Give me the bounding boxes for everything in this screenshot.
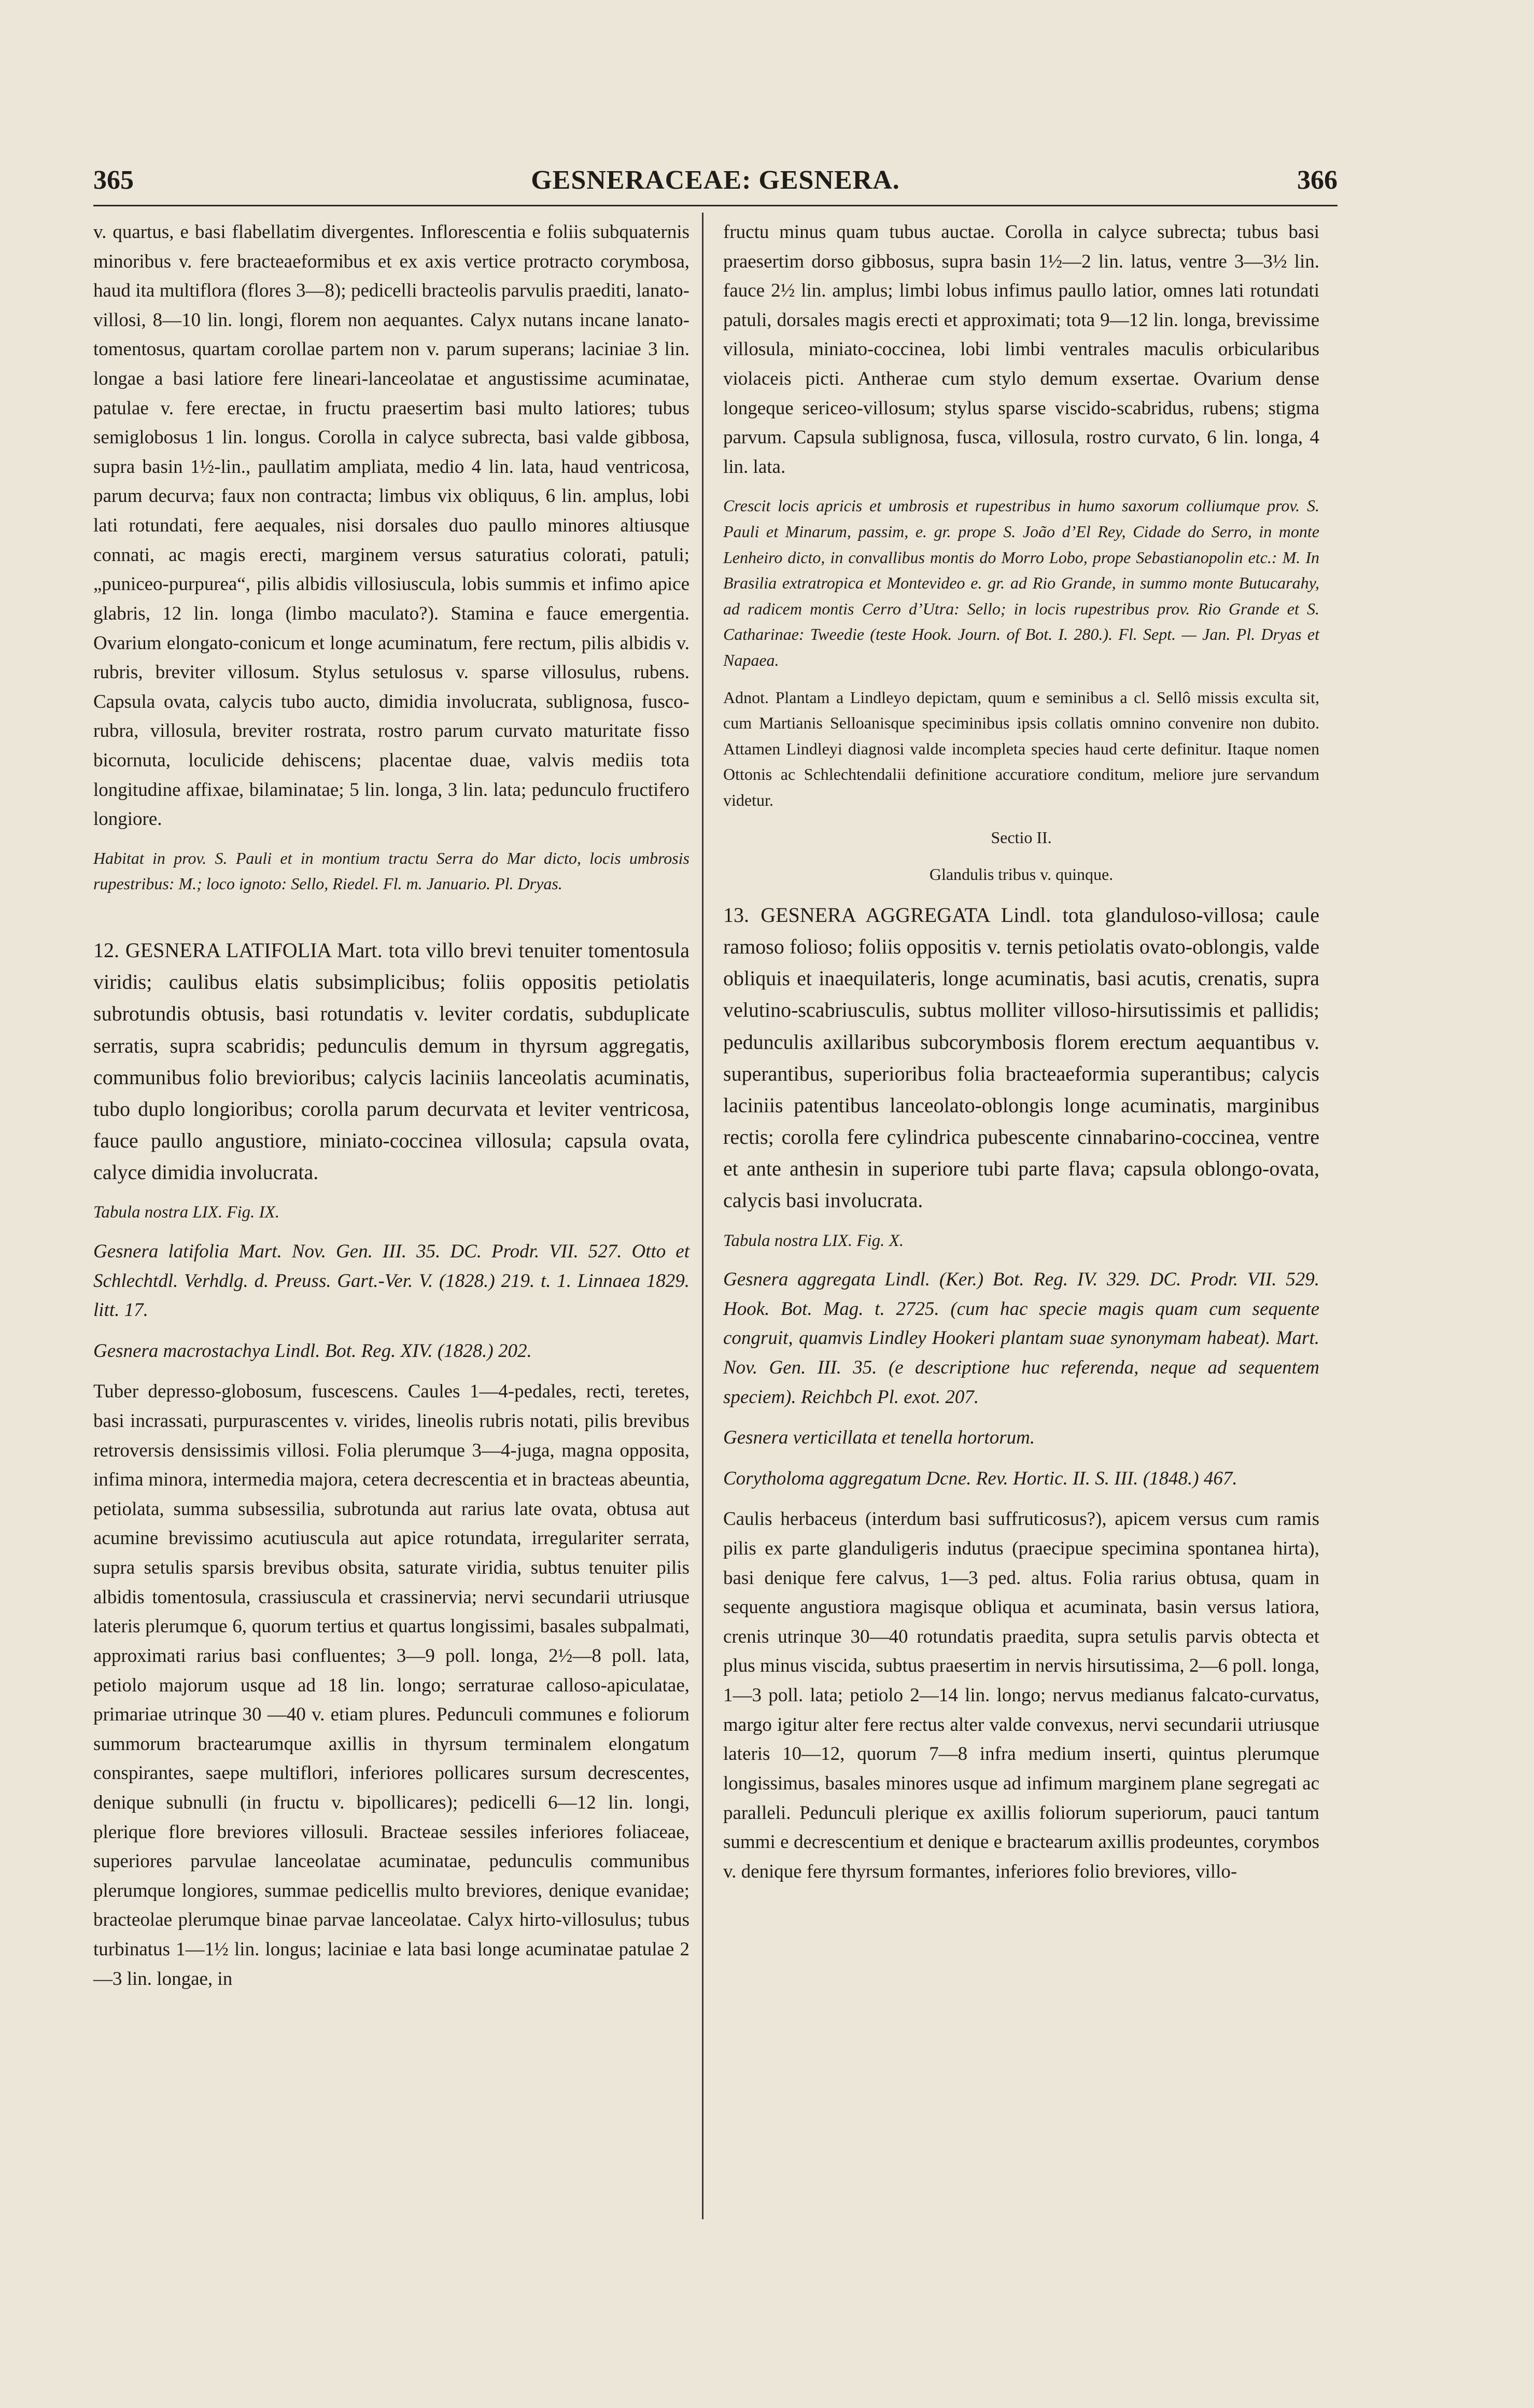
left-column [93,218,689,2005]
plate-reference: Tabula nostra LIX. Fig. IX. [93,1203,280,1222]
description-continued: v. quartus, e basi flabellatim divergentes. Inflorescentia e foliis subquaternis minoribus v. fere bracteaeformibus et ex axis vertice protracto corymbosa, haud ita multiflora (flores 3—8); pedicelli bracteolis parvulis praediti, lanato-villosi, 8—10 lin. longi, florem non aequantes. Calyx nutans incane lanato-tomentosus, quartam corollae partem non v. parum superans; laciniae 3 lin. longae a basi latiore fere lineari-lanceolatae et angustissime acuminatae, patulae v. fere erectae, in fructu praesertim basi multo latiores; tubus semiglobosus 1 lin. longus. Corolla in calyce subrecta, basi valde gibbosa, supra basin 1½-lin., paullatim ampliata, medio 4 lin. lata, haud ventricosa, parum decurva; faux non contracta; limbus vix obliquus, 6 lin. amplus, lobi lati rotundati, fere aequales, nisi dorsales duo paullo minores altiusque connati, ac magis erecti, marginem versus saturatius colorati, patuli; „puniceo-purpurea“, pilis albidis villosiuscula, lobis summis et infimo apice glabris, 12 lin. longa (limbo maculato?). Stamina e fauce emergentia. Ovarium elongato-conicum et longe acuminatum, fere rectum, pilis albidis v. rubris, breviter villosum. Stylus setulosus v. sparse villosulus, rubens. Capsula ovata, calycis tubo aucto, dimidia involucrata, sublignosa, fusco-rubra, villosula, breviter rostrata, rostro parum curvato maturitate fisso bicornuta, loculicide dehiscens; placentae duae, valvis mediis tota longitudine affixae, bilaminatae; 5 lin. longa, 3 lin. lata; pedunculo fructifero longiore. [93,221,689,830]
page-number-right: 366 [1297,165,1338,195]
header-rule [93,205,1338,206]
species-12-diagnosis: 12. GESNERA LATIFOLIA Mart. tota villo brevi tenuiter tomentosula viridis; caulibus elatis subsimplicibus; foliis oppositis petiolatis subrotundis obtusis, basi rotundatis v. leviter cordatis, subduplicate serratis, supra scabridis; pedunculis demum in thyrsum aggregatis, communibus folio brevioribus; calycis laciniis lanceolatis acuminatis, tubo duplo longioribus; corolla parum decurvata et leviter ventricosa, fauce paullo angustiore, miniato-coccinea villosula; capsula ovata, calyce dimidia involucrata. [93,938,689,1184]
spacer [93,908,689,934]
section-subtitle: Glandulis tribus v. quinque. [929,865,1114,884]
section-title: Sectio II. [991,828,1052,847]
species-13-description: Caulis herbaceus (interdum basi suffruticosus?), apicem versus cum ramis pilis ex parte glanduligeris indutus (praecipue specimina spontanea hirta), basi denique fere calvus, 1—3 ped. altus. Folia rarius obtusa, quam in sequente angustiora magisque obliqua et acuminata, basin versus latiora, crenis utrinque 30—40 rotundatis praedita, supra setulis parvis obtecta et plus minus viscida, subtus praesertim in nervis hirsutissima, 2—6 poll. longa, 1—3 poll. lata; petiolo 2—14 lin. longo; nervus medianus falcato-curvatus, margo igitur alter fere rectus alter valde convexus, nervi secundarii utriusque lateris 10—12, quorum 7—8 infra medium inserti, quintus plerumque longissimus, basales minores usque ad infimum marginem plane segregati ac paralleli. Pedunculi plerique ex axillis foliorum superiorum, pauci tantum summi e decrescentium et denique e bractearum axillis prodeuntes, corymbos v. denique fere thyrsum formantes, inferiores folio breviores, villo- [723,1508,1319,1882]
adnotatio: Adnot. Plantam a Lindleyo depictam, quum e seminibus a cl. Sellô missis exculta sit, cum Martianis Selloanisque speciminibus ipsis collatis omnino convenire non dubito. Attamen Lindleyi diagnosi valde incompleta species haud certe definitur. Itaque nomen Ottonis ac Schlechtendalii definitione accuratiore conditum, meliore jure servandum videtur. [723,688,1319,810]
species-13-diagnosis: 13. GESNERA AGGREGATA Lindl. tota glanduloso-villosa; caule ramoso folioso; foliis oppositis v. ternis petiolatis ovato-oblongis, valde obliquis et inaequilateris, longe acuminatis, basi acutis, crenatis, supra velutino-scabriusculis, subtus molliter villoso-hirsutissimis et pallidis; pedunculis axillaribus subcorymbosis florem erectum aequantibus v. superantibus, superioribus folia bracteaeformia superantibus; calycis laciniis patentibus lanceolato-oblongis longe acuminatis, marginibus rectis; corolla fere cylindrica pubescente cinnabarino-coccinea, ventre et ante anthesin in superiore tubi parte flava; capsula oblongo-ovata, calycis basi involucrata. [723,903,1319,1212]
running-title: GESNERACEAE: GESNERA. [531,165,900,195]
page-number-left: 365 [93,165,134,195]
plate-reference-right: Tabula nostra LIX. Fig. X. [723,1231,904,1250]
habitat-note: Habitat in prov. S. Pauli et in montium tractu Serra do Mar dicto, locis umbrosis rupestribus: M.; loco ignoto: Sello, Riedel. Fl. m. Januario. Pl. Dryas. [93,848,689,893]
synonym-2: Gesnera macrostachya Lindl. Bot. Reg. XIV. (1828.) 202. [93,1340,532,1362]
synonym-right-2: Gesnera verticillata et tenella hortorum. [723,1427,1035,1449]
synonym-right-1: Gesnera aggregata Lindl. (Ker.) Bot. Reg. IV. 329. DC. Prodr. VII. 529. Hook. Bot. Mag. t. 2725. (cum hac specie magis quam cum sequente congruit, quamvis Lindley Hookeri plantam suae synonymam habeat). Mart. Nov. Gen. III. 35. (e descriptione huc referenda, neque ad sequentem speciem). Reichbch Pl. exot. 207. [723,1269,1319,1408]
right-column [723,218,1319,1898]
synonym-right-3: Corytholoma aggregatum Dcne. Rev. Hortic. II. S. III. (1848.) 467. [723,1467,1237,1489]
description-continued-right: fructu minus quam tubus auctae. Corolla in calyce subrecta; tubus basi praesertim dorso gibbosus, supra basin 1½—2 lin. latus, ventre 3—3½ lin. fauce 2½ lin. amplus; limbi lobus infimus paullo latior, omnes lati rotundati patuli, dorsales magis erecti et approximati; tota 9—12 lin. longa, brevissime villosula, miniato-coccinea, lobi limbi ventrales maculis orbicularibus violaceis picti. Antherae cum stylo demum exsertae. Ovarium dense longeque sericeo-villosum; stylus sparse viscido-scabridus, rubens; stigma parvum. Capsula sublignosa, fusca, villosula, rostro curvato, 6 lin. longa, 4 lin. lata. [723,221,1319,478]
crescit-note: Crescit locis apricis et umbrosis et rupestribus in humo saxorum colliumque prov. S. Pauli et Minarum, passim, e. gr. prope S. João d’El Rey, Cidade do Serro, in monte Lenheiro dicto, in convallibus montis do Morro Lobo, prope Sebastianopolin etc.: M. In Brasilia extratropica et Montevideo e. gr. ad Rio Grande, in summo monte Butucarahy, ad radicem montis Cerro d’Utra: Sello; in locis rupestribus prov. Rio Grande et S. Catharinae: Tweedie (teste Hook. Journ. of Bot. I. 280.). Fl. Sept. — Jan. Pl. Dryas et Napaea. [723,496,1319,670]
page-header [93,165,1338,201]
column-divider [702,213,703,2219]
species-12-description: Tuber depresso-globosum, fuscescens. Caules 1—4-pedales, recti, teretes, basi incrassati, purpurascentes v. virides, lineolis rubris notati, pilis brevibus retroversis densissimis villosi. Folia plerumque 3—4-juga, magna opposita, infima minora, intermedia majora, cetera decrescentia et in bracteas abeuntia, petiolata, summa subsessilia, subrotunda aut rarius late ovata, obtusa aut acumine brevissimo acutiuscula aut apice rotundata, irregulariter serrata, supra setulis sparsis brevibus obsita, saturate viridia, subtus tenuiter pilis albidis tomentosula, crassiuscula et crassinervia; nervi secundarii utriusque lateris plerumque 6, quorum tertius et quartus longissimi, basales subpalmati, approximati rarius basi confluentes; 3—9 poll. longa, 2½—8 poll. lata, petiolo majorum usque ad 18 lin. longo; serraturae calloso-apiculatae, primariae utrinque 30 —40 v. etiam plures. Pedunculi communes e foliorum summorum bractearumque axillis in thyrsum terminalem elongatum conspirantes, saepe multiflori, inferiores pollicares sursum decrescentes, denique subnulli (in fructu v. bipollicares); pedicelli 6—12 lin. longi, plerique flore breviores villosuli. Bracteae sessiles inferiores foliaceae, superiores parvulae lanceolatae acuminatae, pedunculis communibus plerumque longiores, summae pedicellis multo breviores, denique evanidae; bracteolae plerumque binae parvae lanceolatae. Calyx hirto-villosulus; tubus turbinatus 1—1½ lin. longus; laciniae e lata basi longe acuminatae patulae 2—3 lin. longae, in [93,1381,689,1990]
synonym-1: Gesnera latifolia Mart. Nov. Gen. III. 35. DC. Prodr. VII. 527. Otto et Schlechtdl. Verhdlg. d. Preuss. Gart.-Ver. V. (1828.) 219. t. 1. Linnaea 1829. litt. 17. [93,1240,689,1321]
